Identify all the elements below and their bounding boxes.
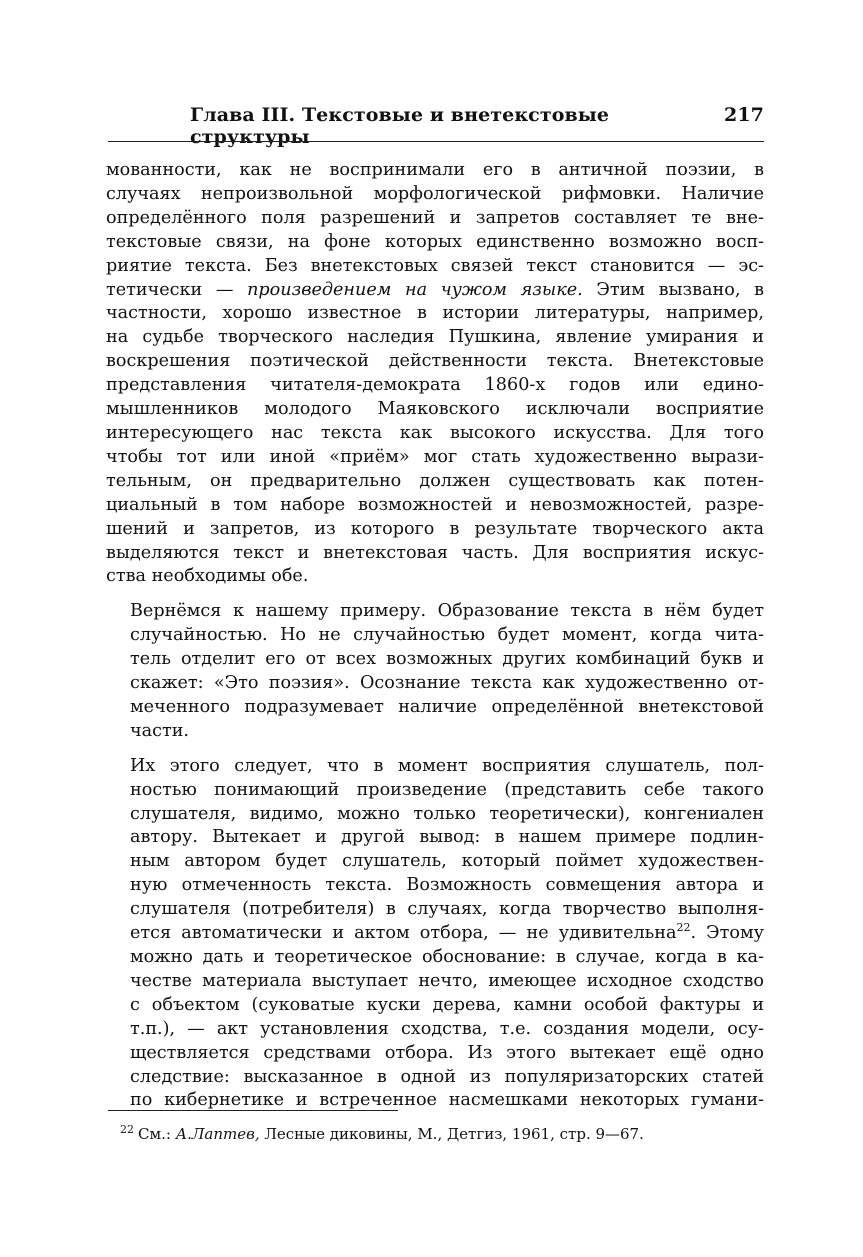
footnote-number: 22 bbox=[120, 1123, 134, 1136]
text-line: мованности, как не воспринимали его в античной поэзии, в bbox=[106, 160, 764, 180]
footnote-text: Лесные диковины, М., Детгиз, 1961, стр. 9—67. bbox=[264, 1125, 644, 1143]
text-line: ществляется средствами отбора. Из этого вытекает ещё одно bbox=[130, 1042, 764, 1063]
text-line: риятие текста. Без внетекстовых связей текст становится — эс- bbox=[106, 255, 764, 276]
text-fragment: Этим вызвано, в bbox=[596, 279, 764, 300]
text-line-with-footnote-ref bbox=[106, 922, 764, 946]
text-line: воскрешения поэтической действенности текста. Внетекстовые bbox=[106, 351, 764, 372]
text-line: т.п.), — акт установления сходства, т.е. создания модели, осу- bbox=[130, 1018, 764, 1039]
footnote-prefix: См.: bbox=[138, 1125, 171, 1143]
text-line: шений и запретов, из которого в результате творческого акта bbox=[106, 518, 764, 539]
text-line: на судьбе творческого наследия Пушкина, явление умирания и bbox=[106, 327, 764, 348]
text-line: Вернёмся к нашему примеру. Образование текста в нём будет bbox=[130, 601, 764, 622]
text-line: определённого поля разрешений и запретов составляет те вне- bbox=[106, 207, 764, 228]
text-line: с объектом (суковатые куски дерева, камни особой фактуры и bbox=[130, 994, 764, 1015]
page-number: 217 bbox=[724, 104, 764, 126]
text-line: ностью понимающий произведение (представить себе такого bbox=[130, 779, 764, 800]
text-fragment: тетически — bbox=[106, 279, 248, 300]
paragraph-1 bbox=[106, 159, 764, 589]
text-line: случаях непроизвольной морфологической рифмовки. Наличие bbox=[106, 183, 764, 204]
text-line: чтобы тот или иной «приём» мог стать художественно вырази- bbox=[106, 446, 764, 467]
paragraph-2 bbox=[106, 600, 764, 743]
text-line: меченного подразумевает наличие определённой внетекстовой bbox=[130, 696, 764, 717]
footnote-reference[interactable]: 22 bbox=[676, 921, 691, 935]
text-line: выделяются текст и внетекстовая часть. Для восприятия искус- bbox=[106, 542, 764, 563]
text-line: циальный в том наборе возможностей и невозможностей, разре- bbox=[106, 494, 764, 515]
text-line-with-emphasis bbox=[106, 279, 764, 303]
text-line: ства необходимы обе. bbox=[106, 566, 309, 587]
text-line: Их этого следует, что в момент восприятия слушатель, пол- bbox=[130, 755, 764, 776]
text-line: мышленников молодого Маяковского исключали восприятие bbox=[106, 399, 764, 420]
footnote-rule bbox=[108, 1110, 398, 1111]
text-line: слушателя, видимо, можно только теоретически), конгениален bbox=[130, 803, 764, 824]
text-line: честве материала выступает нечто, имеющее исходное сходство bbox=[130, 970, 764, 991]
emphasized-phrase: произведением на чужом языке. bbox=[247, 279, 583, 300]
footnote bbox=[120, 1124, 760, 1144]
text-line: интересующего нас текста как высокого искусства. Для того bbox=[106, 422, 764, 443]
text-line: тельным, он предварительно должен существовать как потен- bbox=[106, 470, 764, 491]
text-line: ным автором будет слушатель, который поймет художествен- bbox=[130, 851, 764, 872]
text-line: автору. Вытекает и другой вывод: в нашем примере подлин- bbox=[130, 827, 764, 848]
text-fragment: . Этому bbox=[690, 923, 764, 944]
text-line: части. bbox=[130, 720, 190, 741]
body-text bbox=[106, 159, 764, 1113]
footnote-author: А.Лаптев, bbox=[175, 1125, 260, 1143]
text-line: следствие: высказанное в одной из популяризаторских статей bbox=[130, 1066, 764, 1087]
text-line: ную отмеченность текста. Возможность совмещения автора и bbox=[130, 875, 764, 896]
text-line: можно дать и теоретическое обоснование: в случае, когда в ка- bbox=[130, 947, 764, 967]
text-line: представления читателя-демократа 1860-х годов или едино- bbox=[106, 375, 764, 396]
text-line: по кибернетике и встреченное насмешками некоторых гумани- bbox=[130, 1090, 764, 1111]
text-line: случайностью. Но не случайностью будет момент, когда чита- bbox=[130, 625, 764, 646]
text-line: текстовые связи, на фоне которых единственно возможно восп- bbox=[106, 231, 764, 252]
paragraph-3 bbox=[106, 755, 764, 1114]
text-line: слушателя (потребителя) в случаях, когда творчество выполня- bbox=[130, 899, 764, 920]
text-fragment: ется автоматически и актом отбора, — не удивительна bbox=[130, 923, 677, 944]
header-rule bbox=[108, 141, 764, 142]
text-line: скажет: «Это поэзия». Осознание текста как художественно от- bbox=[130, 673, 764, 694]
text-line: частности, хорошо известное в истории литературы, например, bbox=[106, 303, 764, 324]
text-line: тель отделит его от всех возможных других комбинаций букв и bbox=[130, 649, 764, 670]
chapter-title: Глава III. Текстовые и внетекстовые структуры bbox=[190, 104, 610, 148]
